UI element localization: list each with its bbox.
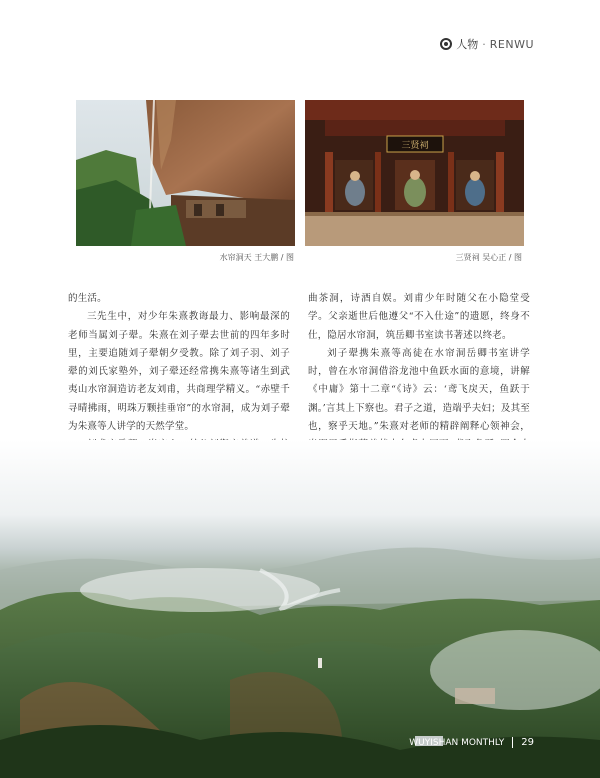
page-footer (409, 737, 534, 748)
magazine-logo-icon (440, 38, 452, 50)
mountain-landscape-photo (0, 440, 600, 778)
hall-plaque-text: 三贤祠 (401, 141, 429, 151)
footer-divider (512, 737, 513, 748)
section-title: 人物 (456, 38, 479, 51)
page-number: 29 (521, 737, 534, 748)
section-separator: · (482, 37, 486, 51)
paragraph: 的生活。 (68, 293, 107, 304)
paragraph: 曲茶洞，诗酒自娱。刘甫少年时随父在小隐堂受学。父亲逝世后他遵父“不入仕途”的遗愿，终身不仕，隐居水帘洞，筑岳卿书室读书著述以终老。 (308, 293, 530, 341)
paragraph: 三先生中，对少年朱熹教诲最力、影响最深的老师当属刘子翚。朱熹在刘子翚去世前的四年多时里，主要追随刘子翚朝夕受教。除了刘子羽、刘子翚的刘氏家塾外，刘子翚还经常携朱熹等诸生到武夷山水帘洞造访老友刘甫，共商理学精义。“赤壁千寻晴拂雨，明珠万颗挂垂帘”的水帘洞，成为刘子翚为朱熹等人讲学的天然学堂。 (68, 311, 290, 433)
section-header (440, 36, 534, 52)
paragraph: 刘子翚携朱熹等高徒在水帘洞岳卿书室讲学时，曾在水帘洞借浴龙池中鱼跃水面的意境，讲解《中庸》第十二章“《诗》云：‘鸢飞戾天，鱼跃于渊。’言其上下察也。君子之道，造端乎夫妇；及其至也，察乎天地。”朱熹对老师的精辟阐释心领神会， (308, 347, 530, 433)
left-photo-caption: 水帘洞天 王大鹏 / 图 (219, 253, 294, 262)
magazine-name: WUYISHAN MONTHLY (409, 737, 505, 748)
hall-interior-photo (305, 100, 524, 246)
right-photo-caption: 三贤祠 吴心正 / 图 (455, 253, 522, 262)
section-title-latin: RENWU (489, 37, 534, 51)
waterfall-cliff-photo (76, 100, 295, 246)
